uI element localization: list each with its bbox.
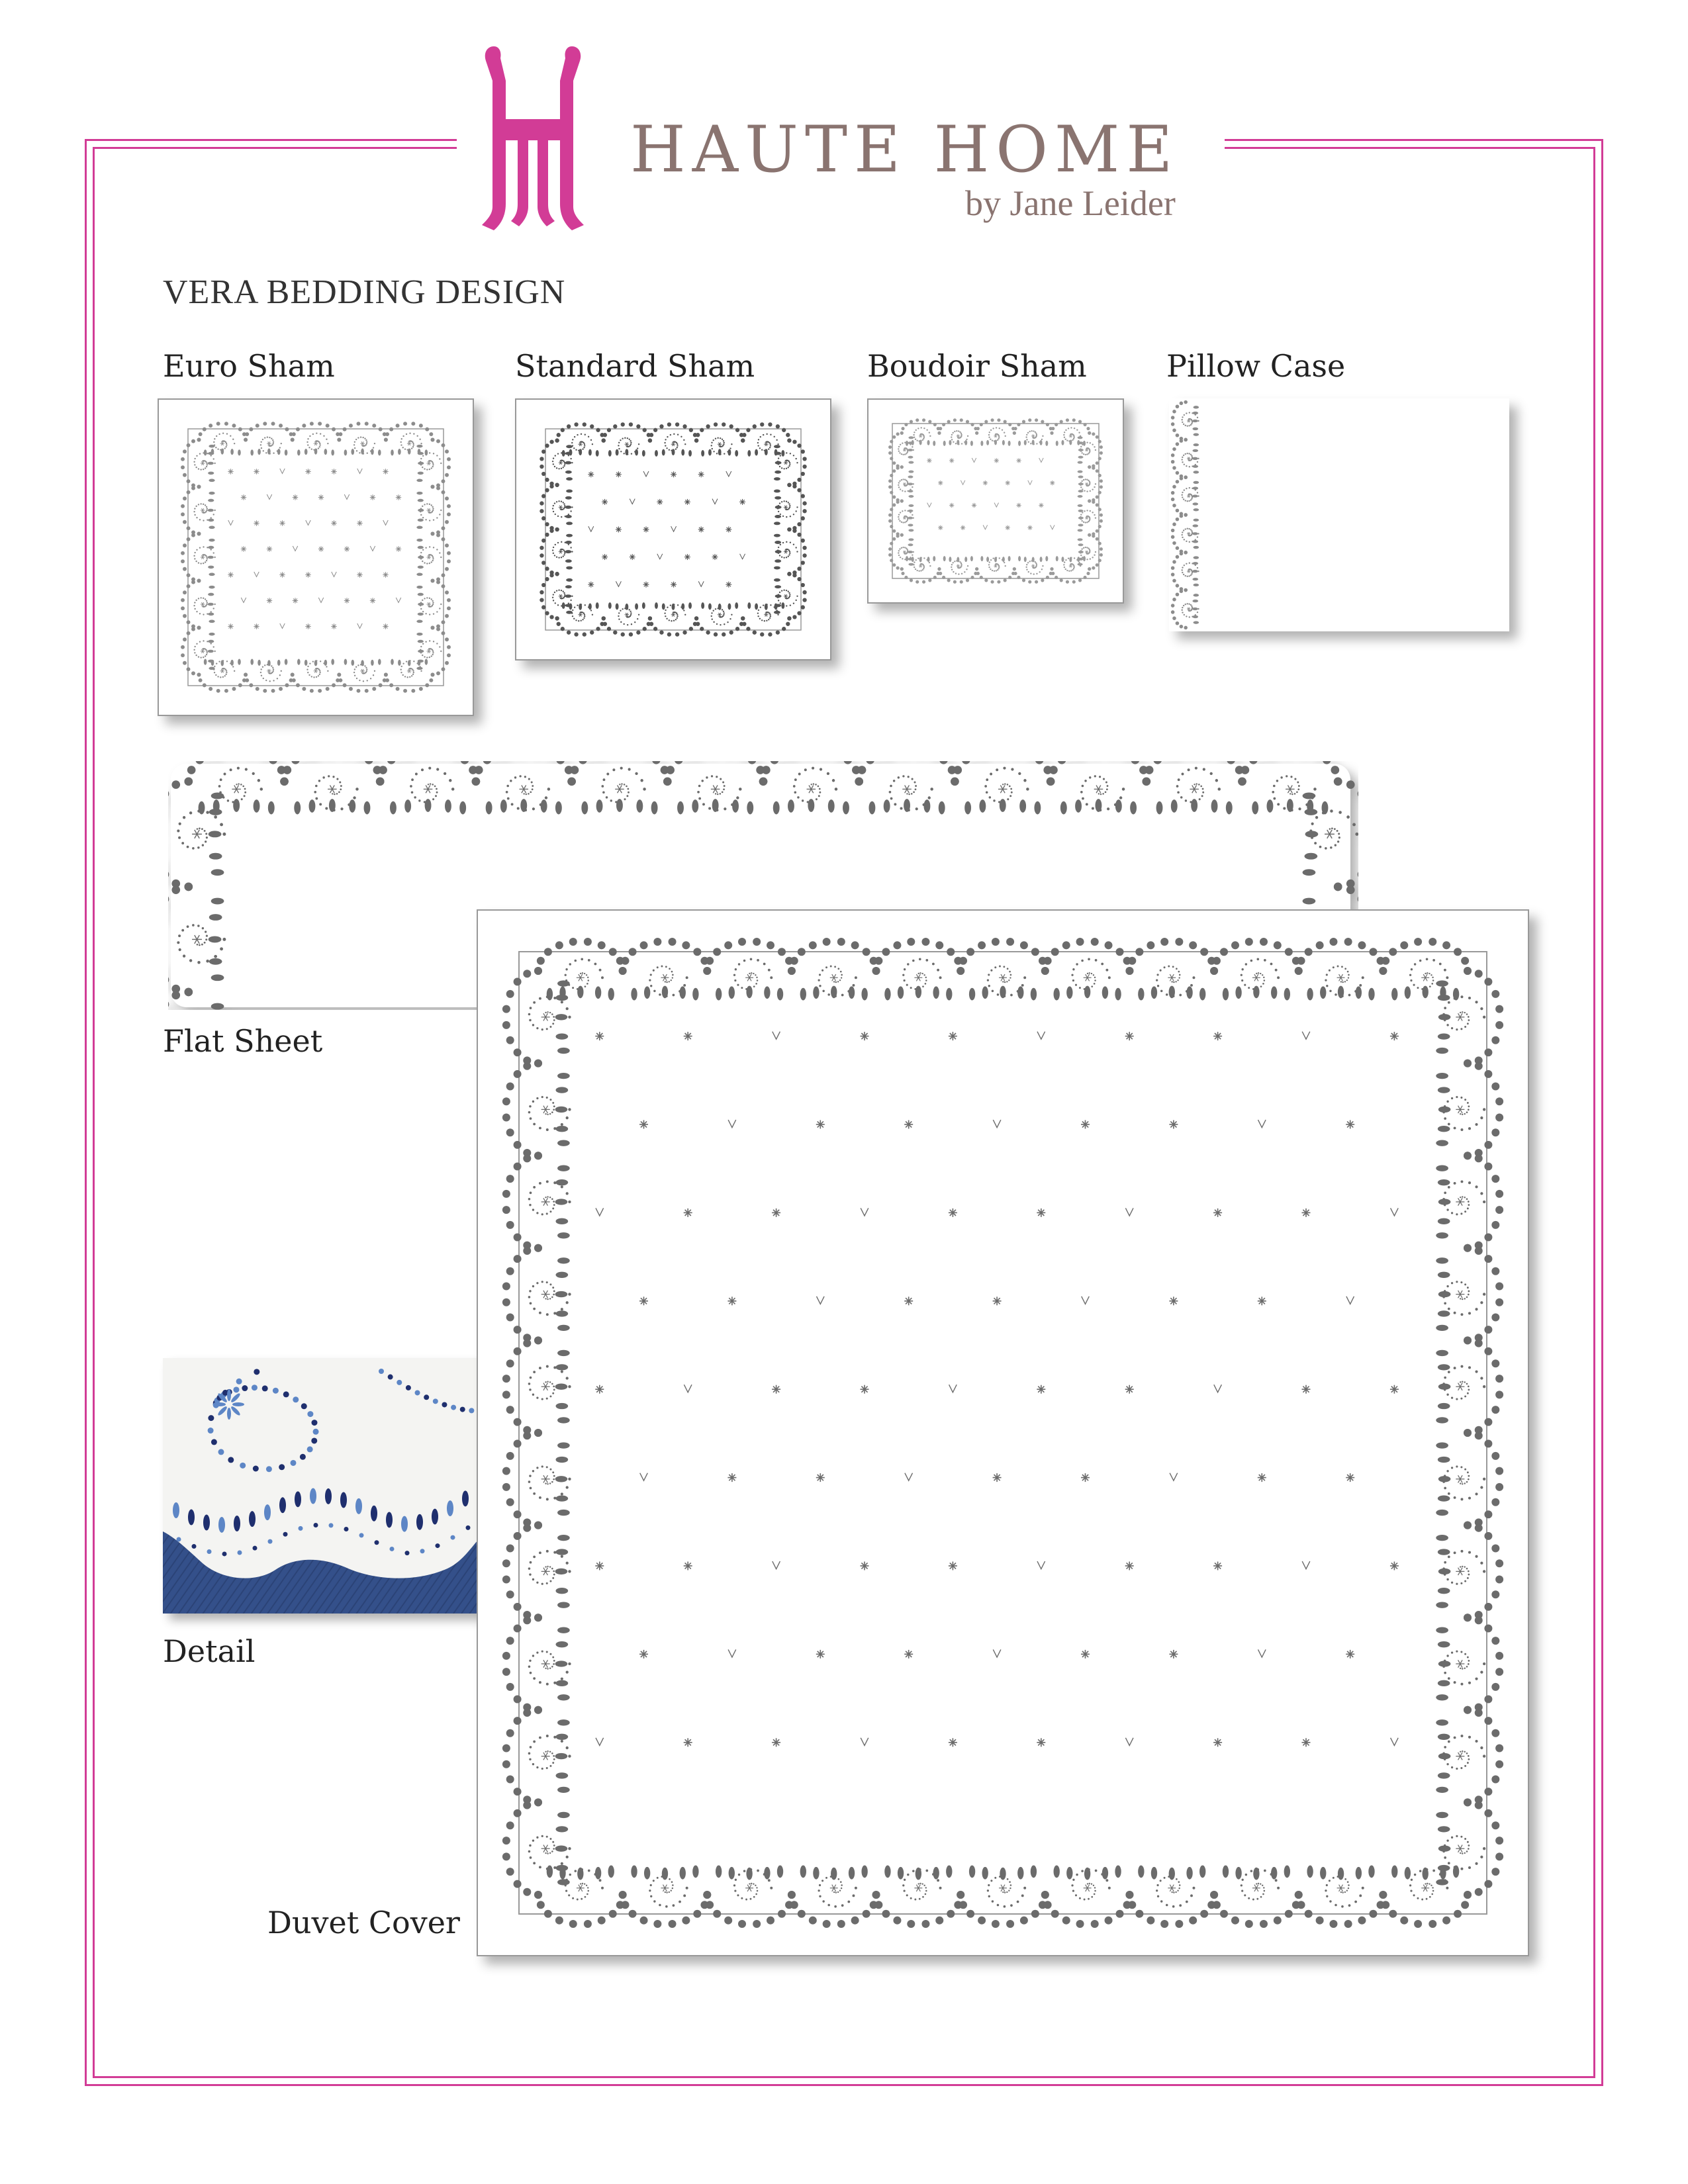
brand-name: HAUTE HOME — [630, 113, 1180, 187]
embroidery-pattern — [478, 911, 1528, 1955]
duvet-cover-illustration — [477, 909, 1529, 1956]
standard-sham-illustration — [515, 398, 831, 660]
embroidery-pattern — [868, 400, 1123, 602]
boudoir-sham-illustration — [867, 398, 1124, 604]
chair-icon — [467, 41, 600, 233]
embroidery-pattern — [1169, 398, 1509, 631]
label-euro-sham: Euro Sham — [163, 348, 335, 384]
label-pillow-case: Pillow Case — [1166, 348, 1346, 384]
pillow-case-illustration — [1169, 398, 1509, 631]
label-standard-sham: Standard Sham — [515, 348, 755, 384]
embroidery-pattern — [516, 400, 830, 659]
label-detail: Detail — [163, 1633, 256, 1669]
document-title: VERA BEDDING DESIGN — [163, 273, 566, 311]
embroidery-pattern — [159, 400, 473, 715]
label-flat-sheet: Flat Sheet — [163, 1023, 323, 1059]
label-duvet-cover: Duvet Cover — [267, 1905, 460, 1940]
euro-sham-illustration — [158, 398, 474, 716]
label-boudoir-sham: Boudoir Sham — [867, 348, 1087, 384]
brand-byline: by Jane Leider — [965, 183, 1176, 223]
